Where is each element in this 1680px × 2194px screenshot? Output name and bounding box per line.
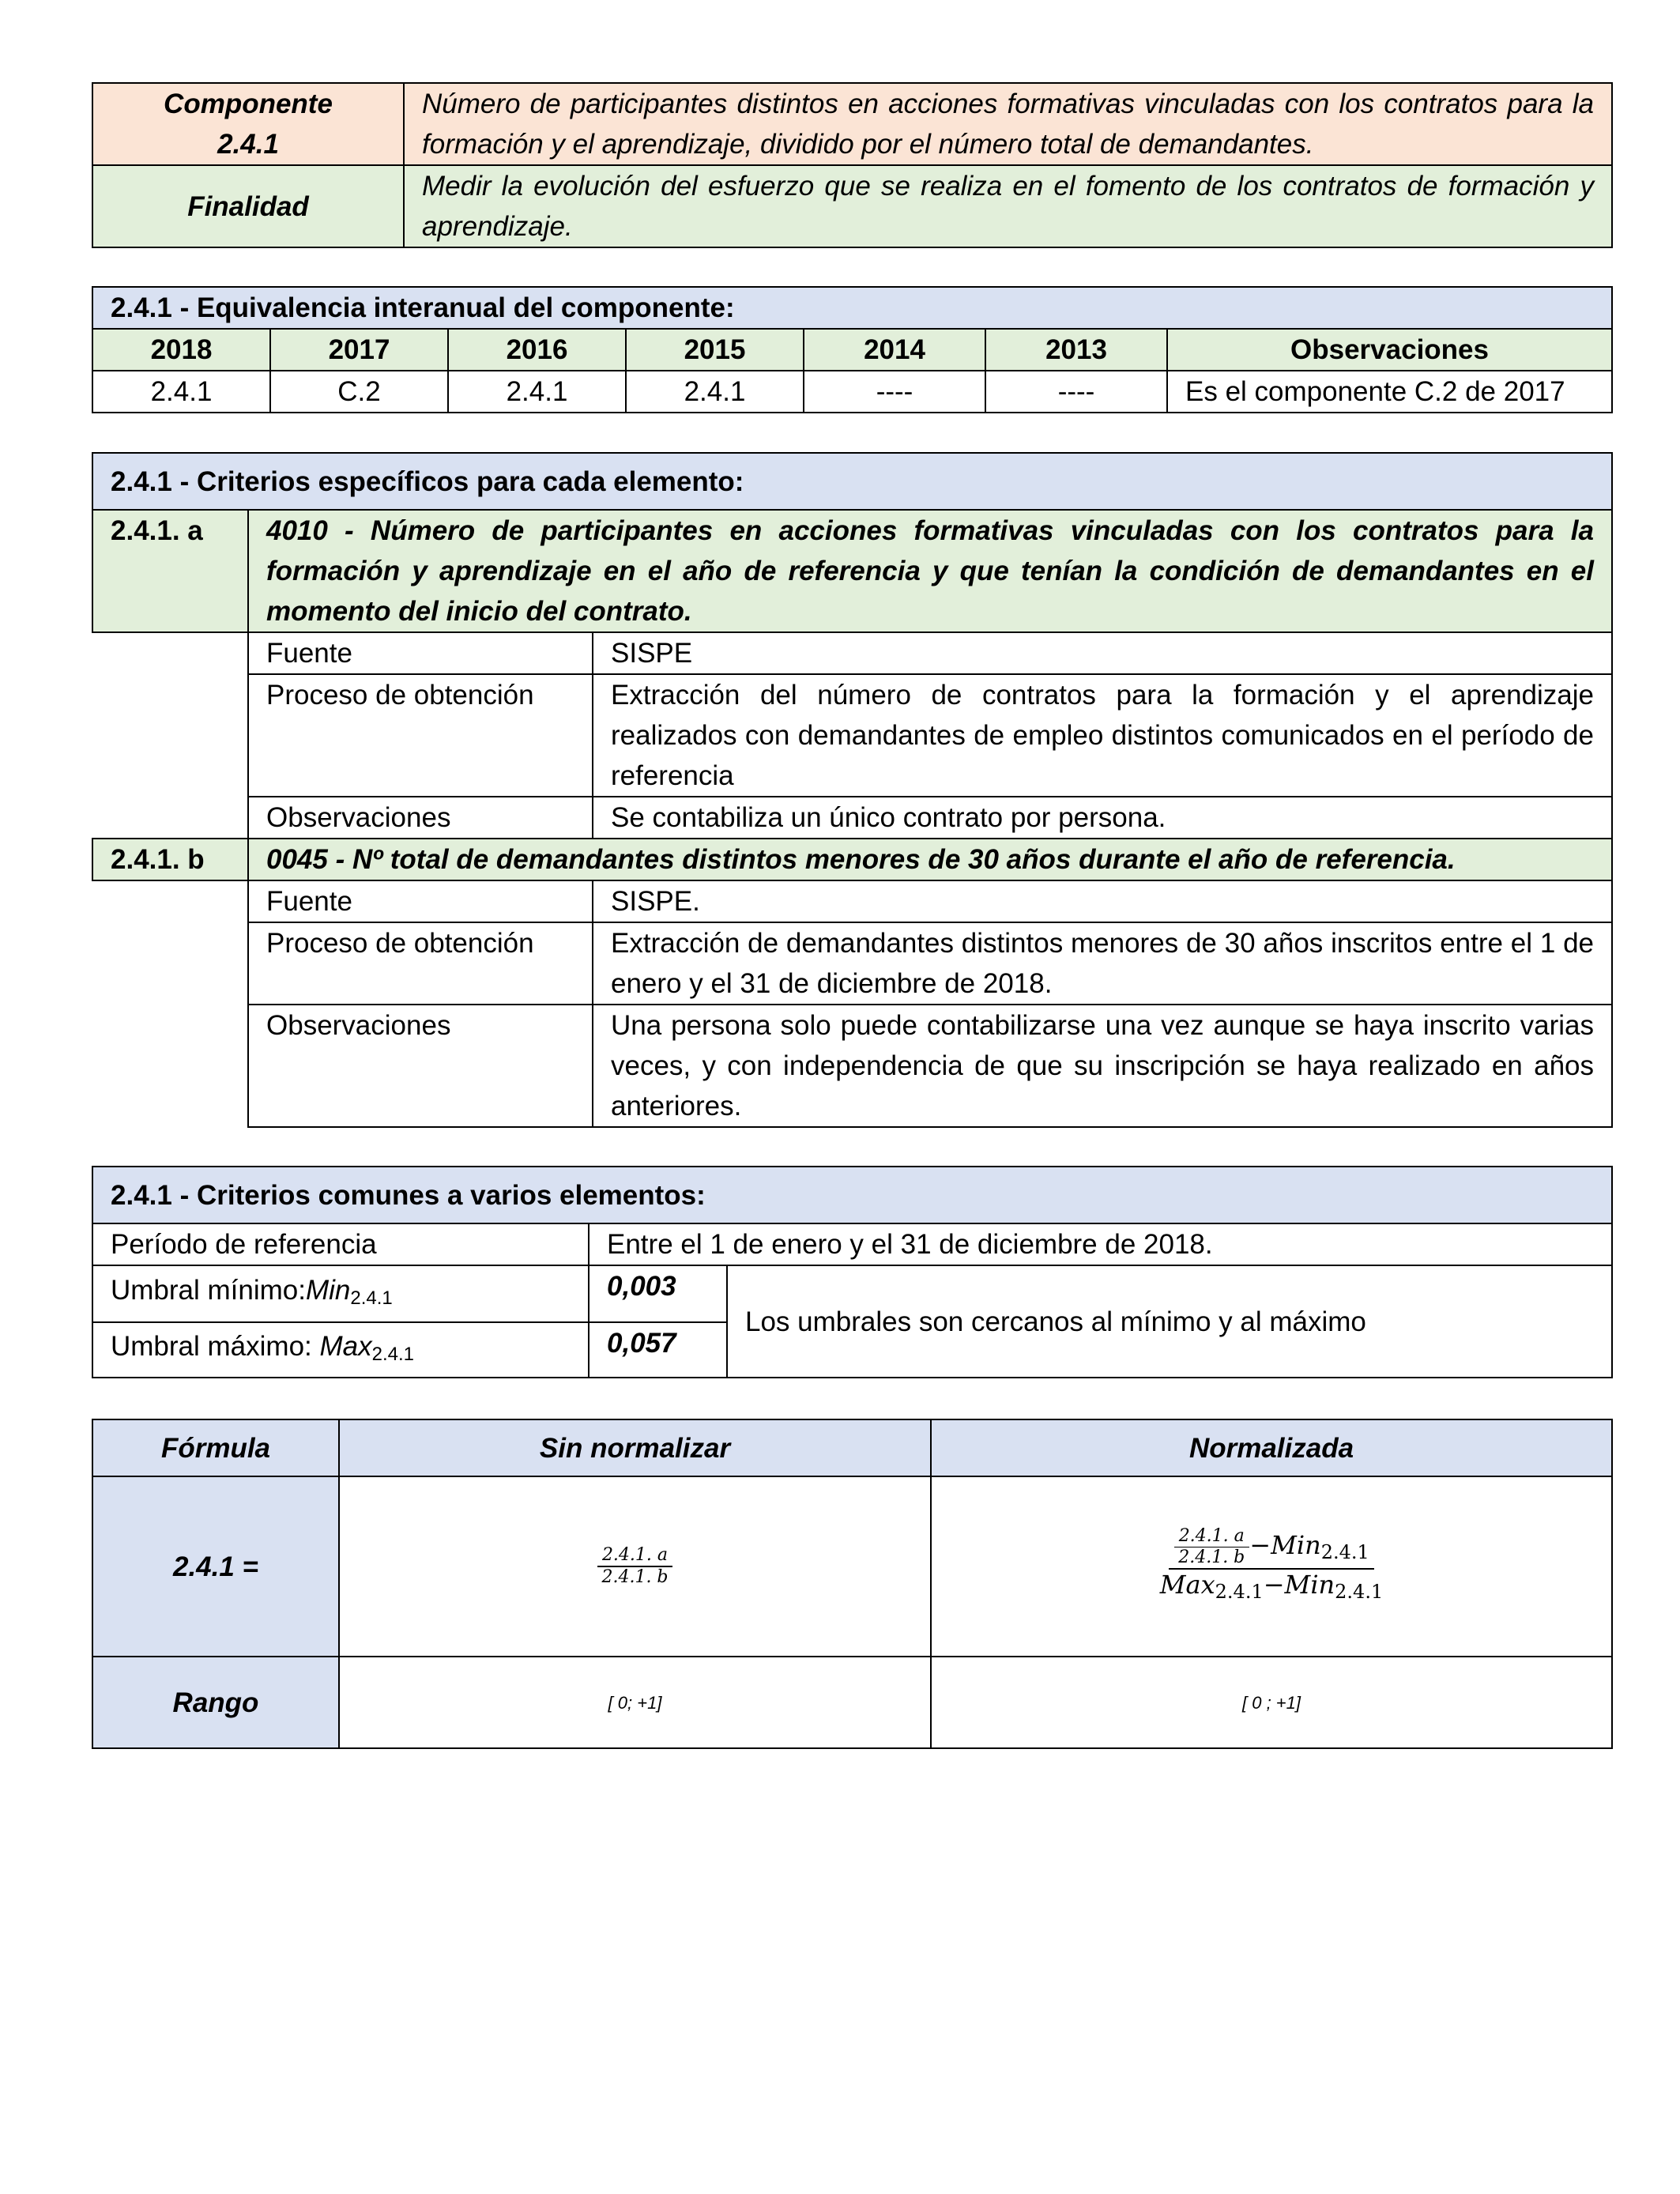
year-header: 2018 bbox=[92, 329, 270, 371]
raw-header: Sin normalizar bbox=[339, 1419, 931, 1476]
max-threshold-label: Umbral máximo: Max$_{2.4.1}$ bbox=[92, 1322, 589, 1378]
normalized-range: [ 0 ; +1] bbox=[931, 1657, 1612, 1748]
component-description: Número de participantes distintos en acciones formativas vinculadas con los contratos para la formación y el aprendizaje, dividido por el número total de demandantes. bbox=[404, 83, 1612, 165]
element-a-observations-row bbox=[92, 797, 1612, 839]
year-header: 2013 bbox=[985, 329, 1167, 371]
element-b-observations-row bbox=[92, 1005, 1612, 1127]
element-b-header bbox=[92, 839, 1612, 880]
equivalence-title: 2.4.1 - Equivalencia interanual del componente: bbox=[92, 287, 1612, 329]
year-header: 2014 bbox=[804, 329, 985, 371]
component-label: Componente bbox=[164, 89, 333, 119]
field-value: Una persona solo puede contabilizarse una vez aunque se haya inscrito varias veces, y con independencia de que su inscripción se haya realizado en años anteriores. bbox=[593, 1005, 1612, 1127]
field-value: SISPE. bbox=[593, 880, 1612, 922]
element-a-title: 4010 - Número de participantes en acciones formativas vinculadas con los contratos para la formación y aprendizaje en el año de referencia y que tenían la condición de demandantes en el momento del inicio del contrato. bbox=[248, 510, 1612, 632]
component-label-cell bbox=[92, 83, 404, 165]
field-value: Se contabiliza un único contrato por persona. bbox=[593, 797, 1612, 839]
purpose-label: Finalidad bbox=[92, 165, 404, 247]
range-row bbox=[92, 1657, 1612, 1748]
field-label: Fuente bbox=[248, 880, 593, 922]
element-b-source-row bbox=[92, 880, 1612, 922]
normalized-header: Normalizada bbox=[931, 1419, 1612, 1476]
equivalence-value-row bbox=[92, 371, 1612, 413]
field-label: Observaciones bbox=[248, 1005, 593, 1127]
element-a-header bbox=[92, 510, 1612, 632]
equivalence-table bbox=[92, 286, 1613, 413]
element-a-process-row bbox=[92, 674, 1612, 797]
max-threshold-value: 0,057 bbox=[589, 1322, 727, 1378]
year-value: ---- bbox=[985, 371, 1167, 413]
field-value: SISPE bbox=[593, 632, 1612, 674]
field-label: Proceso de obtención bbox=[248, 674, 593, 797]
component-row bbox=[92, 83, 1612, 165]
observations-value: Es el componente C.2 de 2017 bbox=[1167, 371, 1612, 413]
raw-fraction: $\frac{2.4.1. a}{2.4.1. b}$ bbox=[597, 1545, 672, 1588]
component-code: 2.4.1 bbox=[217, 129, 279, 160]
min-threshold-label: Umbral mínimo:Min$_{2.4.1}$ bbox=[92, 1265, 589, 1322]
formula-table bbox=[92, 1419, 1613, 1749]
purpose-row bbox=[92, 165, 1612, 247]
year-value: 2.4.1 bbox=[92, 371, 270, 413]
year-header: 2016 bbox=[448, 329, 626, 371]
year-value: 2.4.1 bbox=[448, 371, 626, 413]
common-criteria-table bbox=[92, 1166, 1613, 1378]
formula-header: Fórmula bbox=[92, 1419, 339, 1476]
formula-row bbox=[92, 1476, 1612, 1657]
period-label: Período de referencia bbox=[92, 1223, 589, 1265]
period-value: Entre el 1 de enero y el 31 de diciembre de 2018. bbox=[589, 1223, 1612, 1265]
component-table bbox=[92, 82, 1613, 248]
field-value: Extracción del número de contratos para la formación y el aprendizaje realizados con demandantes de empleo distintos comunicados en el período de referencia bbox=[593, 674, 1612, 797]
year-value: ---- bbox=[804, 371, 985, 413]
raw-range: [ 0; +1] bbox=[339, 1657, 931, 1748]
year-value: 2.4.1 bbox=[626, 371, 804, 413]
element-a-code: 2.4.1. a bbox=[92, 510, 248, 632]
raw-formula bbox=[339, 1476, 931, 1657]
criteria-table bbox=[92, 452, 1613, 1128]
threshold-note: Los umbrales son cercanos al mínimo y al máximo bbox=[727, 1265, 1612, 1378]
formula-label: 2.4.1 = bbox=[92, 1476, 339, 1657]
observations-header: Observaciones bbox=[1167, 329, 1612, 371]
range-label: Rango bbox=[92, 1657, 339, 1748]
year-value: C.2 bbox=[270, 371, 448, 413]
min-threshold-value: 0,003 bbox=[589, 1265, 727, 1322]
element-a-source-row bbox=[92, 632, 1612, 674]
field-label: Fuente bbox=[248, 632, 593, 674]
element-b-code: 2.4.1. b bbox=[92, 839, 248, 880]
field-label: Observaciones bbox=[248, 797, 593, 839]
common-title: 2.4.1 - Criterios comunes a varios elementos: bbox=[92, 1167, 1612, 1223]
min-threshold-row bbox=[92, 1265, 1612, 1322]
field-label: Proceso de obtención bbox=[248, 922, 593, 1005]
year-header: 2015 bbox=[626, 329, 804, 371]
period-row bbox=[92, 1223, 1612, 1265]
element-b-title: 0045 - Nº total de demandantes distintos menores de 30 años durante el año de referencia. bbox=[248, 839, 1612, 880]
element-b-process-row bbox=[92, 922, 1612, 1005]
purpose-text: Medir la evolución del esfuerzo que se realiza en el fomento de los contratos de formación y aprendizaje. bbox=[404, 165, 1612, 247]
field-value: Extracción de demandantes distintos menores de 30 años inscritos entre el 1 de enero y el 31 de diciembre de 2018. bbox=[593, 922, 1612, 1005]
year-header: 2017 bbox=[270, 329, 448, 371]
formula-header-row bbox=[92, 1419, 1612, 1476]
normalized-fraction: $\frac{2.4.1. a}{2.4.1. b}$ −Min$_{2.4.1}$ Max$_{2.4.1}$−Min$_{2.4.1}$ bbox=[1159, 1526, 1384, 1603]
equivalence-header-row bbox=[92, 329, 1612, 371]
criteria-title: 2.4.1 - Criterios específicos para cada elemento: bbox=[92, 453, 1612, 510]
normalized-formula bbox=[931, 1476, 1612, 1657]
